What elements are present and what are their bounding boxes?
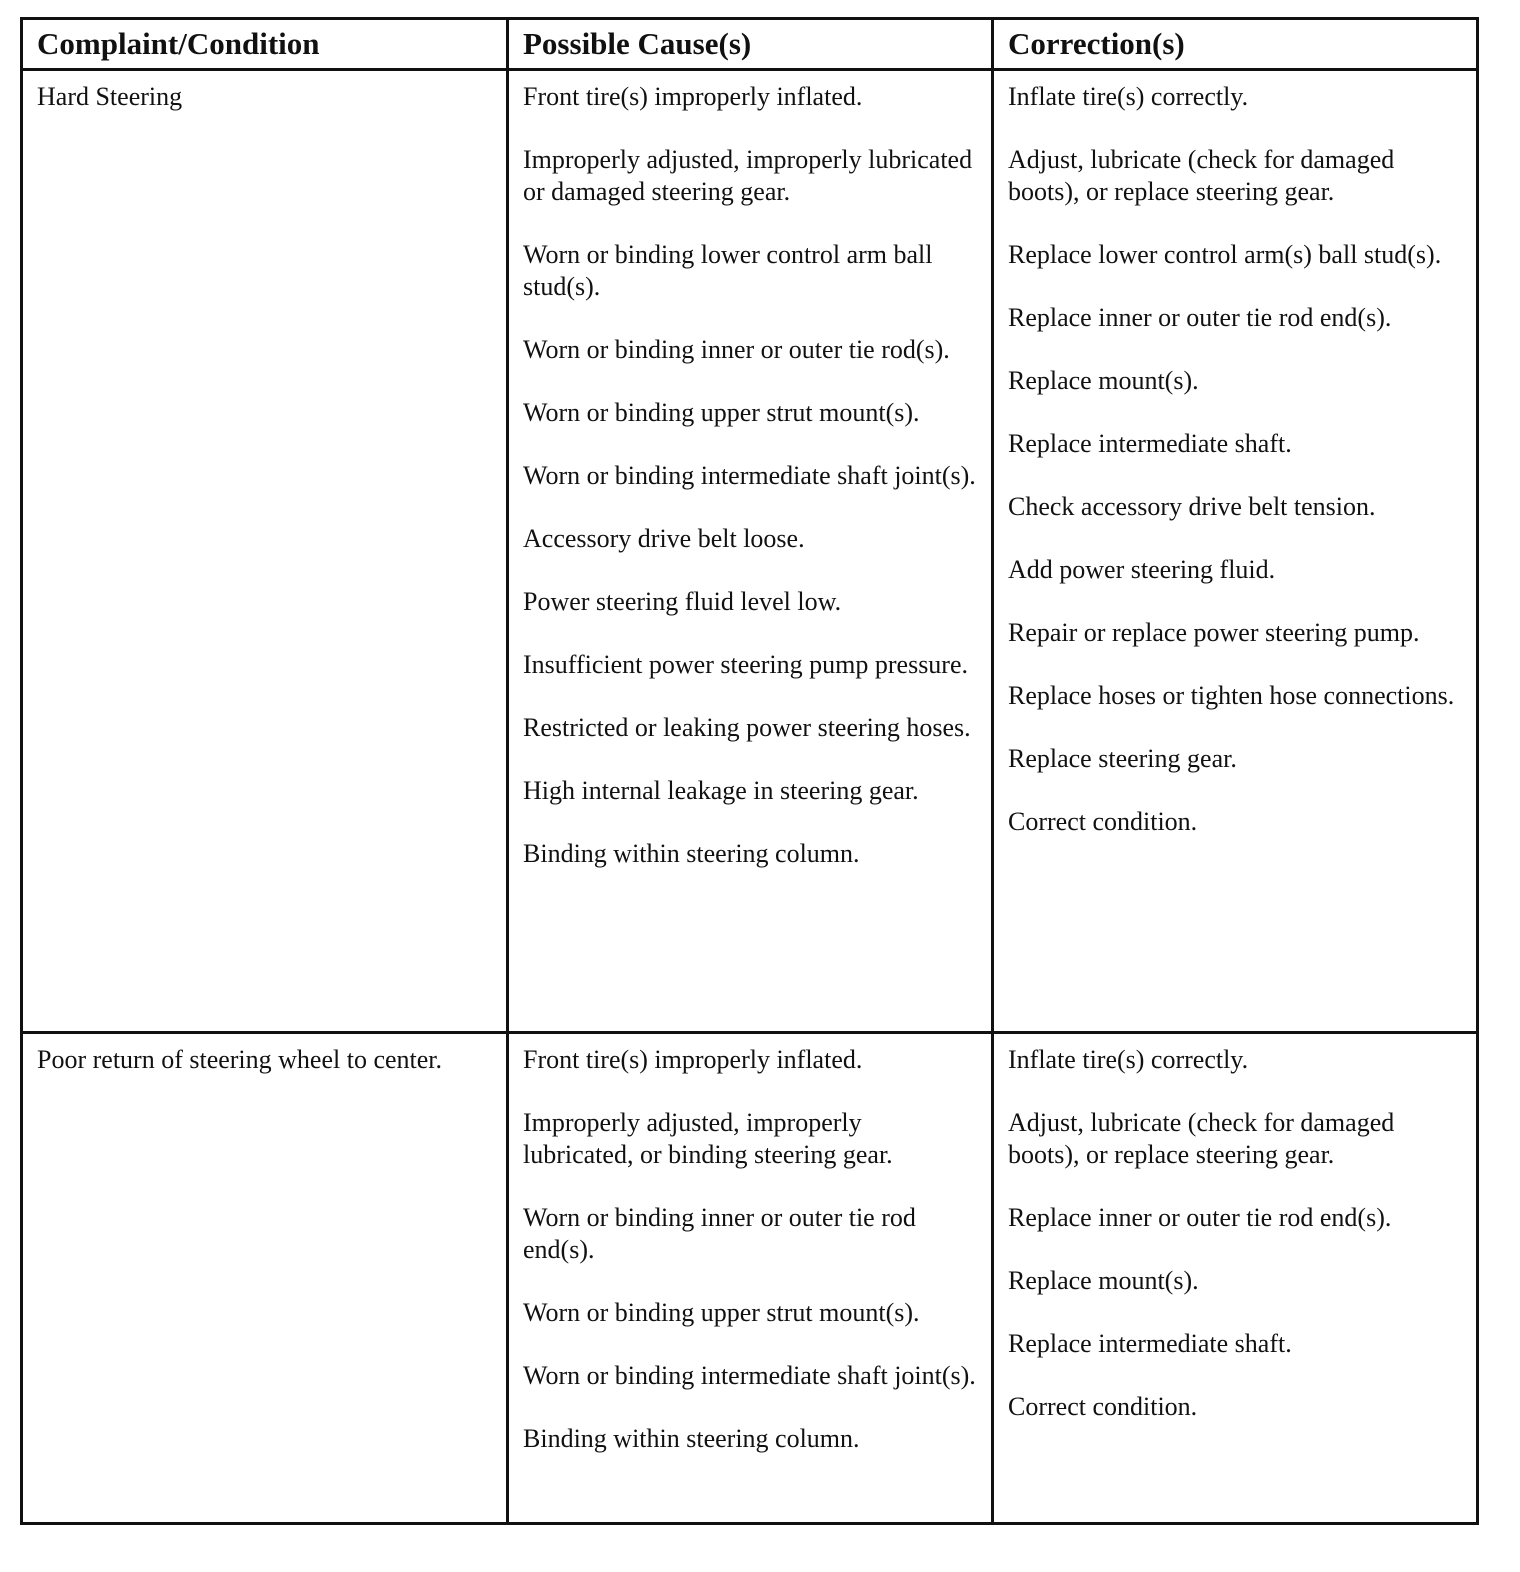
correction-item: Inflate tire(s) correctly. bbox=[1008, 1045, 1249, 1074]
cause-item: Insufficient power steering pump pressure. bbox=[523, 650, 969, 679]
correction-item: Check accessory drive belt tension. bbox=[1008, 492, 1376, 521]
cause-cell bbox=[508, 70, 993, 1033]
correction-item: Replace intermediate shaft. bbox=[1008, 429, 1292, 458]
cause-item: Worn or binding intermediate shaft joint(s). bbox=[523, 461, 976, 490]
complaint-text: Poor return of steering wheel to center. bbox=[37, 1045, 443, 1074]
correction-item: Replace mount(s). bbox=[1008, 366, 1199, 395]
cause-item: Worn or binding inner or outer tie rod end(s). bbox=[523, 1203, 916, 1264]
correction-item: Inflate tire(s) correctly. bbox=[1008, 82, 1249, 111]
correction-cell bbox=[993, 1033, 1478, 1524]
cause-item: Worn or binding intermediate shaft joint(s). bbox=[523, 1361, 976, 1390]
diagnosis-table bbox=[20, 17, 1479, 1525]
correction-item: Replace steering gear. bbox=[1008, 744, 1237, 773]
complaint-text: Hard Steering bbox=[37, 82, 183, 111]
correction-item: Adjust, lubricate (check for damaged boots), or replace steering gear. bbox=[1008, 145, 1395, 206]
cause-item: Improperly adjusted, improperly lubricated, or binding steering gear. bbox=[523, 1108, 893, 1169]
cause-item: Binding within steering column. bbox=[523, 839, 860, 868]
header-correction: Correction(s) bbox=[993, 19, 1478, 70]
cause-item: Worn or binding lower control arm ball stud(s). bbox=[523, 240, 933, 301]
correction-cell bbox=[993, 70, 1478, 1033]
cause-cell bbox=[508, 1033, 993, 1524]
cause-item: Binding within steering column. bbox=[523, 1424, 860, 1453]
correction-item: Correct condition. bbox=[1008, 1392, 1198, 1421]
header-row bbox=[22, 19, 1478, 70]
correction-item: Correct condition. bbox=[1008, 807, 1198, 836]
cause-item: Restricted or leaking power steering hoses. bbox=[523, 713, 971, 742]
cause-item: Worn or binding upper strut mount(s). bbox=[523, 1298, 920, 1327]
cause-item: Worn or binding upper strut mount(s). bbox=[523, 398, 920, 427]
correction-item: Adjust, lubricate (check for damaged boots), or replace steering gear. bbox=[1008, 1108, 1395, 1169]
correction-item: Add power steering fluid. bbox=[1008, 555, 1276, 584]
correction-item: Replace lower control arm(s) ball stud(s). bbox=[1008, 240, 1442, 269]
cause-item: Front tire(s) improperly inflated. bbox=[523, 1045, 863, 1074]
header-complaint: Complaint/Condition bbox=[22, 19, 508, 70]
table-header bbox=[22, 19, 1478, 70]
complaint-cell bbox=[22, 70, 508, 1033]
cause-item: Improperly adjusted, improperly lubricated or damaged steering gear. bbox=[523, 145, 973, 206]
table-body bbox=[22, 70, 1478, 1524]
correction-item: Replace mount(s). bbox=[1008, 1266, 1199, 1295]
correction-item: Replace hoses or tighten hose connections. bbox=[1008, 681, 1455, 710]
correction-item: Replace inner or outer tie rod end(s). bbox=[1008, 1203, 1392, 1232]
complaint-cell bbox=[22, 1033, 508, 1524]
table-row bbox=[22, 70, 1478, 1033]
cause-item: Accessory drive belt loose. bbox=[523, 524, 805, 553]
correction-item: Replace intermediate shaft. bbox=[1008, 1329, 1292, 1358]
cause-item: High internal leakage in steering gear. bbox=[523, 776, 919, 805]
correction-item: Repair or replace power steering pump. bbox=[1008, 618, 1420, 647]
table-row bbox=[22, 1033, 1478, 1524]
correction-item: Replace inner or outer tie rod end(s). bbox=[1008, 303, 1392, 332]
cause-item: Worn or binding inner or outer tie rod(s). bbox=[523, 335, 950, 364]
header-cause: Possible Cause(s) bbox=[508, 19, 993, 70]
cause-item: Power steering fluid level low. bbox=[523, 587, 842, 616]
cause-item: Front tire(s) improperly inflated. bbox=[523, 82, 863, 111]
